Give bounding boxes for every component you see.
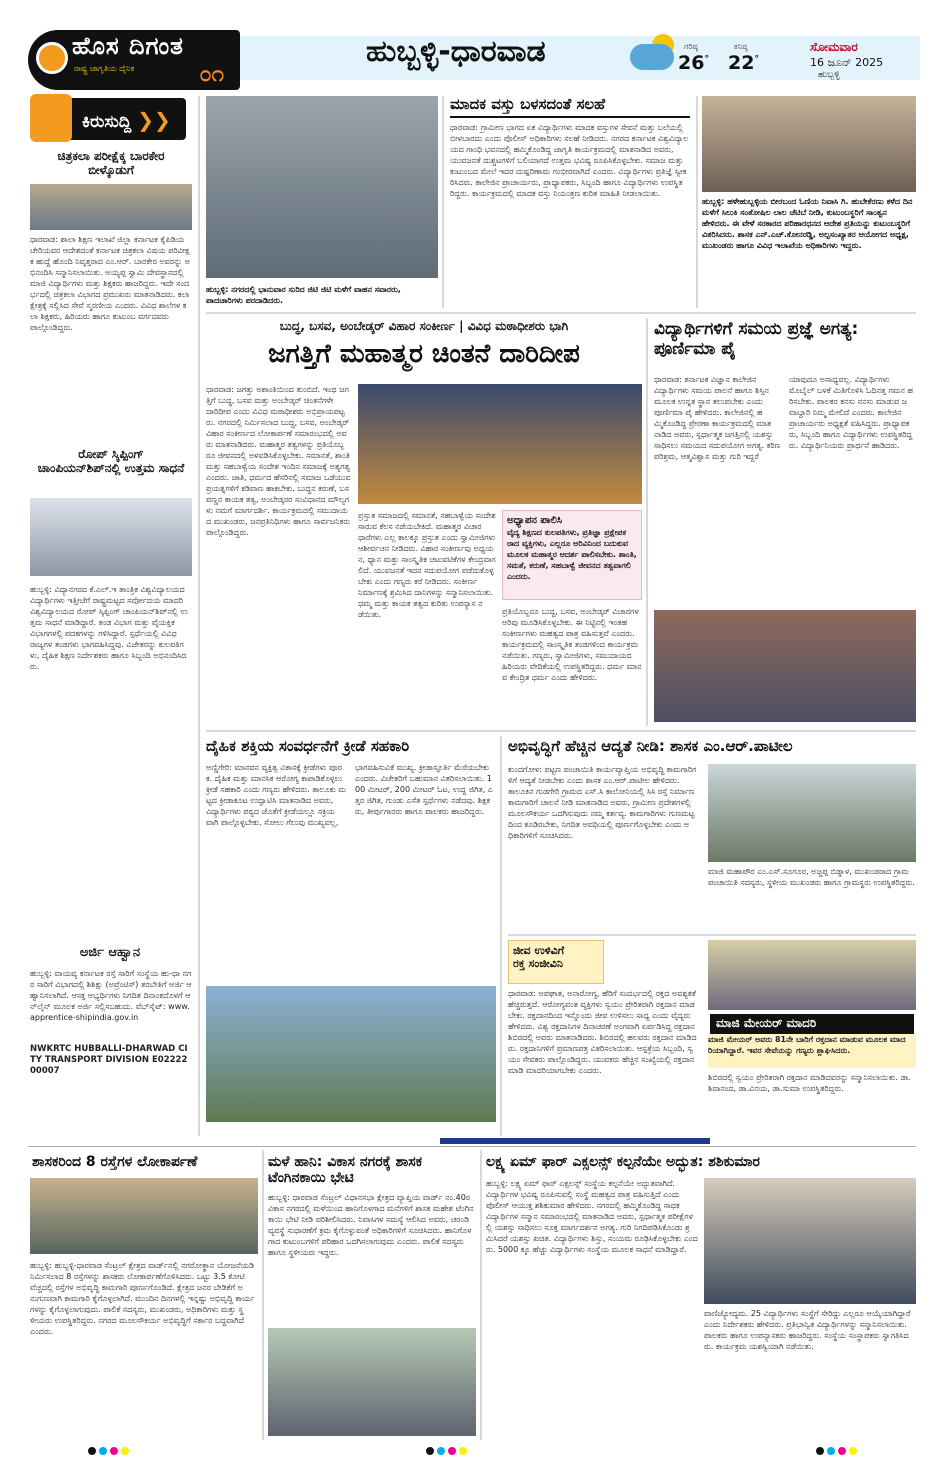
brief-body: ಧಾರವಾಡ: ಶಾಲಾ ಶಿಕ್ಷಣ ಇಲಾಖೆ ಜಿಲ್ಲಾ ಕರ್ನಾಟಕ ಕೈಪಿಡಿಯ ಚೇರಿಯವರ ಆದೇಶದಂತೆ ಕರ್ನಾಟಕ ಚಿತ್ರಕಲಾ ವಿಷಯ ಪರಿವೀಕ್ಷಕ ಹುದ್ದೆ ಹೊಂದಿ ನಿವೃತ್ತರಾದ ಎಂ.ಆರ್. ಬಾರಕೇರ ಅವರನ್ನು ಅಭಿನಂದಿಸಿ ಸನ್ಮಾನಿಸಲಾಯಿತು. ಅಯ್ಯಪ್ಪ ಸ್ವಾಮಿ ದೇವಸ್ಥಾನದಲ್ಲಿ ಮಾಜಿ ವಿದ್ಯಾರ್ಥಿಗಳು ಮತ್ತು ಶಿಕ್ಷಕರು ಹಾಜರಿದ್ದರು. ಇದೇ ಸಂದರ್ಭದಲ್ಲಿ ಚಿತ್ರಕಲಾ ವಿಭಾಗದ ಪ್ರಮುಖರು ಮಾತನಾಡಿದರು. ಕಲಾ ಕ್ಷೇತ್ರಕ್ಕೆ ಸಲ್ಲಿಸಿದ ಸೇವೆ ಸ್ಮರಣೀಯ ಎಂದರು. ವಿವಿಧ ಶಾಲೆಗಳ ಕಲಾ ಶಿಕ್ಷಕರು, ಹಿರಿಯರು ಹಾಗೂ ಕುಟುಂಬ ವರ್ಗದವರು ಪಾಲ್ಗೊಂಡಿದ್ದರು. (30, 235, 190, 332)
column-divider (442, 96, 444, 308)
story-body: ಹುಬ್ಬಳ್ಳಿ: ಹುಬ್ಬಳ್ಳಿ-ಧಾರವಾಡ ಸೆಂಟ್ರಲ್ ಕ್ಷೇತ್ರದ ವಾರ್ಡ್‌ನಲ್ಲಿ ನಗರೋತ್ಥಾನ ಯೋಜನೆಯಡಿ ನಿರ್ಮಿಸಲಾದ 8 ರಸ್ತೆಗಳನ್ನು ಶಾಸಕರು ಲೋಕಾರ್ಪಣೆಗೊಳಿಸಿದರು. ಒಟ್ಟು 3.5 ಕೋಟಿ ವೆಚ್ಚದಲ್ಲಿ ರಸ್ತೆಗಳ ಅಭಿವೃದ್ಧಿ ಕಾಮಗಾರಿ ಪೂರ್ಣಗೊಂಡಿದೆ. ಕ್ಷೇತ್ರದ ಜನರ ಬೇಡಿಕೆಗೆ ಅನುಗುಣವಾಗಿ ಕಾಮಗಾರಿ ಕೈಗೊಳ್ಳಲಾಗಿದೆ. ಮುಂದಿನ ದಿನಗಳಲ್ಲಿ ಇನ್ನಷ್ಟು ಅಭಿವೃದ್ಧಿ ಕಾರ್ಯಗಳನ್ನು ಕೈಗೊಳ್ಳಲಾಗುವುದು. ಪಾಲಿಕೆ ಸದಸ್ಯರು, ಮುಖಂಡರು, ಅಧಿಕಾರಿಗಳು ಮತ್ತು ಸ್ಥಳೀಯರು ಉಪಸ್ಥಿತರಿದ್ದರು. ನಗರದ ಮೂಲಸೌಕರ್ಯ ಅಭಿವೃದ್ಧಿಗೆ ಸರ್ಕಾರ ಬದ್ಧವಾಗಿದೆ ಎಂದರು. (30, 1261, 255, 1336)
story-headline[interactable]: ದೈಹಿಕ ಶಕ್ತಿಯ ಸಂವರ್ಧನೆಗೆ ಕ್ರೀಡೆ ಸಹಕಾರಿ (206, 737, 410, 755)
story-body: ಹುಬ್ಬಳ್ಳಿ: ಧಾರವಾಡ ಸೆಂಟ್ರಲ್ ವಿಧಾನಸಭಾ ಕ್ಷೇತ್ರದ ವ್ಯಾಪ್ತಿಯ ವಾರ್ಡ್ ನಂ.40ರ ವಿಕಾಸ ನಗರದಲ್ಲಿ ಮಳೆಯಿಂದ ಹಾನಿಗೊಳಗಾದ ಮನೆಗಳಿಗೆ ಶಾಸಕ ಮಹೇಶ ಟೆಂಗಿನಕಾಯಿ ಭೇಟಿ ನೀಡಿ ಪರಿಶೀಲಿಸಿದರು. ನಿವಾಸಿಗಳ ಸಮಸ್ಯೆ ಆಲಿಸಿದ ಅವರು, ಚರಂಡಿ ವ್ಯವಸ್ಥೆ ಸುಧಾರಣೆಗೆ ಕ್ರಮ ಕೈಗೊಳ್ಳುವಂತೆ ಅಧಿಕಾರಿಗಳಿಗೆ ಸೂಚಿಸಿದರು. ಹಾನಿಗೊಳಗಾದ ಕುಟುಂಬಗಳಿಗೆ ಪರಿಹಾರ ಒದಗಿಸಲಾಗುವುದು ಎಂದರು. ಪಾಲಿಕೆ ಸದಸ್ಯರು ಹಾಗೂ ಸ್ಥಳೀಯರು ಇದ್ದರು. (268, 1193, 474, 1257)
story-headline[interactable]: ವಿದ್ಯಾರ್ಥಿಗಳಿಗೆ ಸಮಯ ಪ್ರಜ್ಞೆ ಅಗತ್ಯ: ಪೂರ್ಣಿಮಾ ಪೈ (654, 319, 859, 359)
cloud-icon (630, 44, 674, 70)
brief-body: ಹುಬ್ಬಳ್ಳಿ: ವಾಯವ್ಯ ಕರ್ನಾಟಕ ರಸ್ತೆ ಸಾರಿಗೆ ಸಂಸ್ಥೆಯ ಹು-ಧಾ ನಗರ ಸಾರಿಗೆ ವಿಭಾಗದಲ್ಲಿ ಶಿಶಿಕ್ಷು (ಅಪ್ರೆಂಟಿಸ್) ತರಬೇತಿಗೆ ಅರ್ಜಿ ಆಹ್ವಾನಿಸಲಾಗಿದೆ. ಆಸಕ್ತ ಅಭ್ಯರ್ಥಿಗಳು ನಿಗದಿತ ದಿನಾಂಕದೊಳಗೆ ಆನ್‌ಲೈನ್ ಮೂಲಕ ಅರ್ಜಿ ಸಲ್ಲಿಸಬಹುದು. ವೆಬ್‌ಸೈಟ್: www.apprentice-shipindia.gov.in (30, 969, 192, 1022)
column-divider (500, 736, 502, 1136)
issue-day: ಸೋಮವಾರ (810, 40, 858, 54)
registration-marks (816, 1440, 860, 1459)
hand-icon (30, 94, 72, 142)
column-divider (198, 96, 200, 1136)
mayor-tag: ಮಾಜಿ ಮೇಯರ್ ಮಾದರಿ (710, 1014, 914, 1034)
story-body: ಹುಬ್ಬಳ್ಳಿ: ಲಕ್ಷ್ಯ ಏಮ್ ಫಾರ್ ಎಕ್ಸಲನ್ಸ್ ಸಂಸ್ಥೆಯ ಕಲ್ಪನೆಯೇ ಅದ್ಭುತವಾಗಿದೆ. ವಿದ್ಯಾರ್ಥಿಗಳ ಭವಿಷ್ಯ ರೂಪಿಸುವಲ್ಲಿ ಸಂಸ್ಥೆ ಮಹತ್ವದ ಪಾತ್ರ ವಹಿಸುತ್ತಿದೆ ಎಂದು ಪೊಲೀಸ್ ಆಯುಕ್ತ ಶಶಿಕುಮಾರ ಹೇಳಿದರು. ನಗರದಲ್ಲಿ ಹಮ್ಮಿಕೊಂಡಿದ್ದ ಸಾಧಕ ವಿದ್ಯಾರ್ಥಿಗಳ ಸನ್ಮಾನ ಸಮಾರಂಭದಲ್ಲಿ ಮಾತನಾಡಿದ ಅವರು, ಸ್ಪರ್ಧಾತ್ಮಕ ಪರೀಕ್ಷೆಗಳಲ್ಲಿ ಯಶಸ್ಸು ಸಾಧಿಸಲು ಸೂಕ್ತ ಮಾರ್ಗದರ್ಶನ ಅಗತ್ಯ. ಗುರಿ ನಿಗದಿಪಡಿಸಿಕೊಂಡು ಶ್ರಮಿಸಿದರೆ ಯಶಸ್ಸು ಖಚಿತ. ವಿದ್ಯಾರ್ಥಿಗಳು ಶಿಸ್ತು, ಸಂಯಮ ರೂಢಿಸಿಕೊಳ್ಳಬೇಕು ಎಂದರು. 5000 ಕ್ಕೂ ಹೆಚ್ಚು ವಿದ್ಯಾರ್ಥಿಗಳು ಸಂಸ್ಥೆಯ ಮೂಲಕ ಸಾಧನೆ ಮಾಡಿದ್ದಾರೆ. (486, 1179, 698, 1254)
rain-photo (206, 96, 438, 278)
news-photo (702, 96, 916, 192)
kirusuddi-banner: ಕಿರುಸುದ್ದಿ ❯❯ (36, 98, 186, 140)
story-headline[interactable]: ಲಕ್ಷ್ಯ ಏಮ್ ಫಾರ್ ಎಕ್ಸಲನ್ಸ್ ಕಲ್ಪನೆಯೇ ಅದ್ಭುತ: ಶಶಿಕುಮಾರ (486, 1154, 760, 1170)
story-headline[interactable]: ಅಭಿವೃದ್ಧಿಗೆ ಹೆಚ್ಚಿನ ಆದ್ಯತೆ ನೀಡಿ: ಶಾಸಕ ಎಂ.ಆರ್.ಪಾಟೀಲ (508, 737, 793, 755)
section-bar (440, 1138, 710, 1144)
news-photo (654, 610, 916, 722)
lead-headline[interactable]: ಜಗತ್ತಿಗೆ ಮಹಾತ್ಮರ ಚಿಂತನೆ ದಾರಿದೀಪ (268, 339, 580, 369)
registration-marks (426, 1440, 470, 1459)
lead-body-col1: ಧಾರವಾಡ: ಜಗತ್ತು ಅಶಾಂತಿಯಿಂದ ತುಂಬಿದೆ. ಇಂಥ ಜಗತ್ತಿಗೆ ಬುದ್ಧ, ಬಸವ ಮತ್ತು ಅಂಬೇಡ್ಕರ್ ಚಿಂತನೆಗಳೇ ದಾರಿದೀಪ ಎಂದು ವಿವಿಧ ಮಠಾಧೀಶರು ಅಭಿಪ್ರಾಯಪಟ್ಟರು. ನಗರದಲ್ಲಿ ನಿರ್ಮಿಸಲಾದ ಬುದ್ಧ, ಬಸವ, ಅಂಬೇಡ್ಕರ್ ವಿಹಾರ ಸಂಕೀರ್ಣದ ಲೋಕಾರ್ಪಣೆ ಸಮಾರಂಭದಲ್ಲಿ ಅವರು ಮಾತನಾಡಿದರು. ಮಹಾತ್ಮರ ತತ್ವಗಳನ್ನು ಪ್ರತಿಯೊಬ್ಬರೂ ಜೀವನದಲ್ಲಿ ಅಳವಡಿಸಿಕೊಳ್ಳಬೇಕು. ಸಮಾನತೆ, ಶಾಂತಿ ಮತ್ತು ಸಹಬಾಳ್ವೆಯ ಸಂದೇಶ ಇಂದಿನ ಸಮಾಜಕ್ಕೆ ಅತ್ಯಗತ್ಯ ಎಂದರು. ಜಾತಿ, ಧರ್ಮದ ಹೆಸರಿನಲ್ಲಿ ಸಮಾಜ ಒಡೆಯುವ ಪ್ರಯತ್ನಗಳಿಗೆ ಕಡಿವಾಣ ಹಾಕಬೇಕು. ಬುದ್ಧನ ಕರುಣೆ, ಬಸವಣ್ಣನ ಕಾಯಕ ತತ್ವ, ಅಂಬೇಡ್ಕರರ ಸಂವಿಧಾನದ ಮೌಲ್ಯಗಳು ನಮಗೆ ಮಾರ್ಗದರ್ಶಿ. ಕಾರ್ಯಕ್ರಮದಲ್ಲಿ ಸಮುದಾಯದ ಮುಖಂಡರು, ಜನಪ್ರತಿನಿಧಿಗಳು ಹಾಗೂ ಸಾರ್ವಜನಿಕರು ಪಾಲ್ಗೊಂಡಿದ್ದರು. (206, 385, 351, 537)
min-temp-label: ಕನಿಷ್ಠ (734, 42, 748, 51)
story-body: ಧಾರವಾಡ: ಅಪಘಾತ, ಅನಾರೋಗ್ಯ, ಹೆರಿಗೆ ಸಂದರ್ಭದಲ್ಲಿ ರಕ್ತದ ಅವಶ್ಯಕತೆ ಹೆಚ್ಚಿರುತ್ತದೆ. ಆರೋಗ್ಯವಂತ ವ್ಯಕ್ತಿಗಳು ಸ್ವಯಂ ಪ್ರೇರಿತರಾಗಿ ರಕ್ತದಾನ ಮಾಡಬೇಕು. ರಕ್ತದಾನದಿಂದ ಇನ್ನೊಂದು ಜೀವ ಉಳಿಸಲು ಸಾಧ್ಯ ಎಂದು ವೈದ್ಯರು ಹೇಳಿದರು. ವಿಶ್ವ ರಕ್ತದಾನಿಗಳ ದಿನಾಚರಣೆ ಅಂಗವಾಗಿ ಏರ್ಪಡಿಸಿದ್ದ ರಕ್ತದಾನ ಶಿಬಿರದಲ್ಲಿ ಅವರು ಮಾತನಾಡಿದರು. ಶಿಬಿರದಲ್ಲಿ ಹಲವರು ರಕ್ತದಾನ ಮಾಡಿದರು. ರಕ್ತದಾನಿಗಳಿಗೆ ಪ್ರಮಾಣಪತ್ರ ವಿತರಿಸಲಾಯಿತು. ಆಸ್ಪತ್ರೆಯ ಸಿಬ್ಬಂದಿ, ಸ್ವಯಂ ಸೇವಕರು ಪಾಲ್ಗೊಂಡಿದ್ದರು. ಯುವಕರು ಹೆಚ್ಚಿನ ಸಂಖ್ಯೆಯಲ್ಲಿ ರಕ್ತದಾನ ಮಾಡಿ ಮಾದರಿಯಾಗಬೇಕು ಎಂದರು. (508, 989, 697, 1075)
brand-logo[interactable] (28, 30, 240, 90)
brief-headline[interactable]: ಅರ್ಜಿ ಆಹ್ವಾನ (79, 945, 141, 960)
issue-date: 16 ಜೂನ್ 2025 (810, 56, 884, 69)
brand-tagline: ರಾಷ್ಟ್ರ ಜಾಗೃತಿಯ ದೈನಿಕ (74, 64, 135, 73)
box-body: ವೈದ್ಯ ಶಿಕ್ಷಣದ ಕುಲಪತಿಗಳು, ಪ್ರತಿಜ್ಞಾ ಪ್ರಕ್ಷೇಪಕರಾದ ವ್ಯಕ್ತಿಗಳು, ಎಲ್ಲರೂ ಅರಿವಿನಿಂದ ಬದುಕುವ ಮೂಲಕ ಮಹಾತ್ಮರ ಆದರ್ಶ ಪಾಲಿಸಬೇಕು. ಶಾಂತಿ, ಸಮತೆ, ಕರುಣೆ, ಸಹಬಾಳ್ವೆ ಜೀವನದ ತತ್ವವಾಗಲಿ ಎಂದರು. (507, 527, 637, 581)
brief-body: ಹುಬ್ಬಳ್ಳಿ: ವಿದ್ಯಾನಗರದ ಕೆ.ಎಲ್.ಇ ತಾಂತ್ರಿಕ ವಿಶ್ವವಿದ್ಯಾಲಯದ ವಿದ್ಯಾರ್ಥಿಗಳು ಇತ್ತೀಚೆಗೆ ರಾಷ್ಟ್ರಮಟ್ಟದ ಸರ್ವೋದಯ ಮಾದರಿ ವಿಶ್ವವಿದ್ಯಾಲಯದ ರೋಪ್ ಸ್ಕಿಪ್ಪಿಂಗ್ ಚಾಂಪಿಯನ್‌ಶಿಪ್‌ನಲ್ಲಿ ಉತ್ತಮ ಸಾಧನೆ ಮಾಡಿದ್ದಾರೆ. ತಂಡ ವಿಭಾಗ ಮತ್ತು ವೈಯಕ್ತಿಕ ವಿಭಾಗಗಳಲ್ಲಿ ಪದಕಗಳನ್ನು ಗಳಿಸಿದ್ದಾರೆ. ಸ್ಪರ್ಧೆಯಲ್ಲಿ ವಿವಿಧ ರಾಜ್ಯಗಳ ತಂಡಗಳು ಭಾಗವಹಿಸಿದ್ದವು. ವಿಜೇತರನ್ನು ಕುಲಪತಿಗಳು, ದೈಹಿಕ ಶಿಕ್ಷಣ ನಿರ್ದೇಶಕರು ಹಾಗೂ ಸಿಬ್ಬಂದಿ ಅಭಿನಂದಿಸಿದರು. (30, 585, 188, 671)
advert-org: NWKRTC HUBBALLI-DHARWAD CITY TRANSPORT DIVISION E0222200007 (30, 1044, 188, 1076)
photo-caption: ಶಿಬಿರದಲ್ಲಿ ಸ್ವಯಂ ಪ್ರೇರಿತರಾಗಿ ರಕ್ತದಾನ ಮಾಡಿದವರನ್ನು ಸನ್ಮಾನಿಸಲಾಯಿತು. ಡಾ.ಶಿವಾನಂದ, ಡಾ.ವಿನಯ, ಡಾ.ಸುಮಾ ಉಪಸ್ಥಿತರಿದ್ದರು. (708, 1073, 911, 1093)
photo-caption: ಹುಬ್ಬಳ್ಳಿ: ಹಳೇಹುಬ್ಬಳ್ಳಿಯ ಬೀರಬಂದ ಓಣಿಯ ನಿವಾಸಿ ಗಿ. ಹುಬೇಕೆರಣು ಕಳೆದ ದಿನ ಮಳೆಗೆ ಸಿಲುಕಿ ಸಂತೋಷಿಲ ಲಾಲ ಚೆಟಿಬೆ ನೀಡಿ, ಕುಟುಂಬಸ್ಥರಿಗೆ ಸಾಂತ್ವನ ಹೇಳಿದರು. ಈ ವೇಳೆ ಸರಕಾರದ ಪರಿಹಾರಧನದ ಆದೇಶ ಪ್ರತಿಯನ್ನು ಕುಟುಂಬಸ್ಥರಿಗೆ ವಿತರಿಸಿದರು. ಶಾಸಕ ಎನ್.ಎಚ್.ಕೋನರಡ್ಡಿ, ಅಲ್ಪಸಂಖ್ಯಾತರ ಆಯೋಗದ ಅಧ್ಯಕ್ಷ, ಮುಖಂಡರು ಹಾಗೂ ವಿವಿಧ ಇಲಾಖೆಯ ಅಧಿಕಾರಿಗಳು ಇದ್ದರು. (702, 197, 913, 250)
max-temp-value: 26° (678, 52, 709, 74)
blood-tag-line2: ರಕ್ತ ಸಂಜೀವಿನಿ (513, 956, 564, 970)
blood-tag-line1: ಜೀವ ಉಳಿವಿಗೆ (513, 944, 565, 957)
story-headline[interactable]: ಶಾಸಕರಿಂದ 8 ರಸ್ತೆಗಳ ಲೋಕಾರ್ಪಣೆ (32, 1154, 198, 1170)
max-temp-label: ಗರಿಷ್ಠ (684, 42, 698, 51)
min-temp-value: 22° (728, 52, 759, 74)
column-divider (480, 1150, 482, 1440)
lead-body-col3: ಪ್ರತಿಯೊಬ್ಬರೂ ಬುದ್ಧ, ಬಸವ, ಅಂಬೇಡ್ಕರ್ ವಿಚಾರಗಳ ಅರಿವು ಮೂಡಿಸಿಕೊಳ್ಳಬೇಕು. ಈ ನಿಟ್ಟಿನಲ್ಲಿ ಇಂತಹ ಸಂಕೀರ್ಣಗಳು ಮಹತ್ವದ ಪಾತ್ರ ವಹಿಸುತ್ತವೆ ಎಂದರು. ಕಾರ್ಯಕ್ರಮದಲ್ಲಿ ಸಾಂಸ್ಕೃತಿಕ ತಂಡಗಳಿಂದ ಕಾರ್ಯಕ್ರಮ ನಡೆಯಿತು. ಗಣ್ಯರು, ಸ್ವಾಮೀಜಿಗಳು, ಸಮುದಾಯದ ಹಿರಿಯರು ವೇದಿಕೆಯಲ್ಲಿ ಉಪಸ್ಥಿತರಿದ್ದರು. ಧರ್ಮ ಮಾನವ ಕೇಂದ್ರಿತ ಧರ್ಮ ಎಂದು ಹೇಳಿದರು. (502, 607, 642, 682)
story-headline[interactable]: ಮಳೆ ಹಾನಿ: ವಿಕಾಸ ನಗರಕ್ಕೆ ಶಾಸಕ ಟೆಂಗಿನಕಾಯಿ ಭೇಟಿ (268, 1154, 423, 1187)
news-photo (704, 1178, 916, 1304)
photo-caption: ಮಾಜಿ ಮಹಾಪೌರ ಎಂ.ಎಸ್.ಸೂಗೂರ, ಅಜ್ಜಪ್ಪ ಬಿಡ್ನಾಳ, ಮುಖಂಡರಾದ ಗ್ರಾಮ ಪಂಚಾಯಿತಿ ಸದಸ್ಯರು, ಸ್ಥಳೀಯ ಮುಖಂಡರು ಹಾಗೂ ಗ್ರಾಮಸ್ಥರು ಉಪಸ್ಥಿತರಿದ್ದರು. (708, 867, 915, 887)
news-photo (708, 940, 916, 1010)
mayor-body: ಮಾಜಿ ಮೇಯರ್ ಅವರು 81ನೇ ಬಾರಿಗೆ ರಕ್ತದಾನ ಮಾಡುವ ಮೂಲಕ ಮಾದರಿಯಾಗಿದ್ದಾರೆ. ಇವರ ಸೇವೆಯನ್ನು ಗಣ್ಯರು ಶ್ಲಾಘಿಸಿದರು. (708, 1034, 916, 1068)
column-divider (262, 1150, 264, 1440)
photo-caption: ಹುಬ್ಬಳ್ಳಿ: ನಗರದಲ್ಲಿ ಭಾನುವಾರ ಸುರಿದ ಜಿಟಿ ಜಿಟಿ ಮಳೆಗೆ ವಾಹನ ಸವಾರರು, ಪಾದಚಾರಿಗಳು ಪರದಾಡಿದರು. (206, 285, 401, 305)
news-photo (268, 1328, 476, 1436)
issue-place: ಹುಬ್ಬಳ್ಳಿ (818, 70, 840, 80)
column-divider (646, 318, 648, 726)
story-body: ಅಣ್ಣಿಗೇರಿ: ಮಾನವನ ವ್ಯಕ್ತಿತ್ವ ವಿಕಾಸಕ್ಕೆ ಕ್ರೀಡೆಗಳು ಪೂರಕ. ದೈಹಿಕ ಮತ್ತು ಮಾನಸಿಕ ಆರೋಗ್ಯ ಕಾಪಾಡಿಕೊಳ್ಳಲು ಕ್ರೀಡೆ ಸಹಕಾರಿ ಎಂದು ಗಣ್ಯರು ಹೇಳಿದರು. ತಾಲೂಕು ಮಟ್ಟದ ಕ್ರೀಡಾಕೂಟ ಉದ್ಘಾಟಿಸಿ ಮಾತನಾಡಿದ ಅವರು, ವಿದ್ಯಾರ್ಥಿಗಳು ಪಠ್ಯದ ಜೊತೆಗೆ ಕ್ರೀಡೆಯಲ್ಲೂ ಸಕ್ರಿಯವಾಗಿ ಪಾಲ್ಗೊಳ್ಳಬೇಕು. ಸೋಲು ಗೆಲುವು ಮುಖ್ಯವಲ್ಲ, ಭಾಗವಹಿಸುವಿಕೆ ಮುಖ್ಯ. ಕ್ರೀಡಾಸ್ಫೂರ್ತಿ ಮೆರೆಯಬೇಕು ಎಂದರು. ವಿಜೇತರಿಗೆ ಬಹುಮಾನ ವಿತರಿಸಲಾಯಿತು. 100 ಮೀಟರ್, 200 ಮೀಟರ್ ಓಟ, ಉದ್ದ ಜಿಗಿತ, ಎತ್ತರ ಜಿಗಿತ, ಗುಂಡು ಎಸೆತ ಸ್ಪರ್ಧೆಗಳು ನಡೆದವು. ಶಿಕ್ಷಕರು, ತೀರ್ಪುಗಾರರು ಹಾಗೂ ಪಾಲಕರು ಹಾಜರಿದ್ದರು. (206, 763, 493, 827)
emblem-icon (36, 42, 68, 74)
news-photo (30, 184, 192, 230)
blood-tag (508, 940, 604, 984)
news-photo (708, 764, 916, 862)
column-divider (696, 96, 698, 308)
story-headline[interactable]: ಮಾದಕ ವಸ್ತು ಬಳಸದಂತೆ ಸಲಹೆ (450, 96, 690, 118)
section-divider (28, 1146, 916, 1147)
news-photo (30, 1178, 258, 1254)
story-body: ಧಾರವಾಡ: ಗ್ರಾಮೀಣ ಭಾಗದ ಏಕ ವಿದ್ಯಾರ್ಥಿಗಳು ಮಾದಕ ವಸ್ತುಗಳ ಸೇವನೆ ಮತ್ತು ಬಲೆಯಲ್ಲಿ ಬೀಳಬಾರದು ಎಂದು ಪೊಲೀಸ್ ಅಧಿಕಾರಿಗಳು ಸಲಹೆ ನೀಡಿದರು. ನಗರದ ಕರ್ನಾಟಕ ವಿಶ್ವವಿದ್ಯಾಲಯದ ಗಾಂಧಿ ಭವನದಲ್ಲಿ ಹಮ್ಮಿಕೊಂಡಿದ್ದ ಜಾಗೃತಿ ಕಾರ್ಯಕ್ರಮದಲ್ಲಿ ಮಾತನಾಡಿದ ಅವರು, ಯುವಜನತೆ ದುಶ್ಚಟಗಳಿಗೆ ಬಲಿಯಾಗದೆ ಉತ್ತಮ ಭವಿಷ್ಯ ರೂಪಿಸಿಕೊಳ್ಳಬೇಕು. ಸಮಾಜ ಮತ್ತು ಕುಟುಂಬದ ಮೇಲೆ ಇದರ ದುಷ್ಪರಿಣಾಮ ಗಂಭೀರವಾಗಿದೆ ಎಂದರು. ವಿದ್ಯಾರ್ಥಿಗಳು ಪ್ರತಿಜ್ಞೆ ಸ್ವೀಕರಿಸಿದರು. ಕಾಲೇಜಿನ ಪ್ರಾಚಾರ್ಯರು, ಪ್ರಾಧ್ಯಾಪಕರು, ಸಿಬ್ಬಂದಿ ಹಾಗೂ ವಿದ್ಯಾರ್ಥಿಗಳು ಉಪಸ್ಥಿತರಿದ್ದರು. ಕಾರ್ಯಕ್ರಮದಲ್ಲಿ ಮಾದಕ ವಸ್ತು ನಿಯಂತ್ರಣ ಕುರಿತ ಮಾಹಿತಿ ನೀಡಲಾಯಿತು. (450, 123, 689, 198)
box-title: ಅಧ್ಯಾಪನ ಪಾಲಿಸಿ (507, 515, 563, 526)
lead-photo (358, 384, 642, 504)
edition-city: ಹುಬ್ಬಳ್ಳಿ-ಧಾರವಾಡ (366, 34, 546, 69)
brand-name: ಹೊಸ ದಿಗಂತ (72, 32, 184, 60)
story-body: ಧಾರವಾಡ: ಕರ್ನಾಟಕ ವಿಜ್ಞಾನ ಕಾಲೇಜಿನ ವಿದ್ಯಾರ್ಥಿಗಳು ಸಮಯ ಪಾಲನೆ ಹಾಗೂ ಶಿಸ್ತಿನ ಮೂಲಕ ಉನ್ನತ ಸ್ಥಾನ ತಲುಪಬೇಕು ಎಂದು ಪೂರ್ಣಿಮಾ ಪೈ ಹೇಳಿದರು. ಕಾಲೇಜಿನಲ್ಲಿ ಹಮ್ಮಿಕೊಂಡಿದ್ದ ಪ್ರೇರಣಾ ಕಾರ್ಯಕ್ರಮದಲ್ಲಿ ಮಾತನಾಡಿದ ಅವರು, ಸ್ಪರ್ಧಾತ್ಮಕ ಜಗತ್ತಿನಲ್ಲಿ ಯಶಸ್ಸು ಸಾಧಿಸಲು ಸಮಯದ ಸದುಪಯೋಗ ಅಗತ್ಯ. ಕಠಿಣ ಪರಿಶ್ರಮ, ಆತ್ಮವಿಶ್ವಾಸ ಮತ್ತು ಗುರಿ ಇದ್ದರೆ ಯಾವುದೂ ಅಸಾಧ್ಯವಲ್ಲ. ವಿದ್ಯಾರ್ಥಿಗಳು ಮೊಬೈಲ್ ಬಳಕೆ ಮಿತಿಗೊಳಿಸಿ ಓದಿನತ್ತ ಗಮನ ಹರಿಸಬೇಕು. ಪಾಲಕರ ಕನಸು ನನಸು ಮಾಡುವ ಜವಾಬ್ದಾರಿ ನಿಮ್ಮ ಮೇಲಿದೆ ಎಂದರು. ಕಾಲೇಜಿನ ಪ್ರಾಚಾರ್ಯರು ಅಧ್ಯಕ್ಷತೆ ವಹಿಸಿದ್ದರು. ಪ್ರಾಧ್ಯಾಪಕರು, ಸಿಬ್ಬಂದಿ ಹಾಗೂ ವಿದ್ಯಾರ್ಥಿಗಳು ಉಪಸ್ಥಿತರಿದ್ದರು. ವಿದ್ಯಾರ್ಥಿನಿಯರು ಪ್ರಾರ್ಥನೆ ಹಾಡಿದರು. (654, 375, 913, 461)
brief-headline[interactable]: ಚಿತ್ರಕಲಾ ಪರೀಕ್ಷೆಕ್ಕ ಬಾರಕೇರ ಬೀಳ್ಕೊಡುಗೆ (57, 149, 165, 177)
highlight-box (502, 510, 642, 600)
registration-marks (88, 1440, 132, 1459)
section-divider (206, 730, 916, 732)
news-photo (30, 498, 192, 576)
story-body: ಕುಂದಗೋಳ: ಪಟ್ಟಣ ಪಂಚಾಯಿತಿ ಕಾರ್ಯವ್ಯಾಪ್ತಿಯ ಅಭಿವೃದ್ಧಿ ಕಾಮಗಾರಿಗಳಿಗೆ ಆದ್ಯತೆ ನೀಡಬೇಕು ಎಂದು ಶಾಸಕ ಎಂ.ಆರ್.ಪಾಟೀಲ ಹೇಳಿದರು. ತಾಲೂಕಿನ ಗುಡಗೇರಿ ಗ್ರಾಮದ ಎಸ್.ಸಿ ಕಾಲೋನಿಯಲ್ಲಿ ಸಿಸಿ ರಸ್ತೆ ನಿರ್ಮಾಣ ಕಾಮಗಾರಿಗೆ ಚಾಲನೆ ನೀಡಿ ಮಾತನಾಡಿದ ಅವರು, ಗ್ರಾಮೀಣ ಪ್ರದೇಶಗಳಲ್ಲಿ ಮೂಲಸೌಕರ್ಯ ಒದಗಿಸುವುದು ನಮ್ಮ ಕರ್ತವ್ಯ. ಕಾಮಗಾರಿಗಳು ಗುಣಮಟ್ಟದಿಂದ ಕೂಡಿರಬೇಕು, ನಿಗದಿತ ಅವಧಿಯಲ್ಲಿ ಪೂರ್ಣಗೊಳ್ಳಬೇಕು ಎಂದು ಅಧಿಕಾರಿಗಳಿಗೆ ಸೂಚಿಸಿದರು. (508, 765, 697, 840)
page-number: ೦೧ (199, 62, 224, 87)
section-divider (508, 934, 916, 936)
section-divider (206, 312, 916, 314)
brief-headline[interactable]: ರೋಪ್ ಸ್ಕಿಪ್ಪಿಂಗ್ ಚಾಂಪಿಯನ್‌ಶಿಪ್‌ನಲ್ಲಿ ಉತ್ತಮ ಸಾಧನೆ (37, 447, 185, 475)
lead-body-col2: ಪ್ರಸ್ತುತ ಸಮಾಜದಲ್ಲಿ ಸಮಾನತೆ, ಸಹಬಾಳ್ವೆಯ ಸಂದೇಶ ಸಾರುವ ಕೆಲಸ ನಡೆಯಬೇಕಿದೆ. ಮಹಾತ್ಮರ ವಿಚಾರಧಾರೆಗಳು ಎಲ್ಲ ಕಾಲಕ್ಕೂ ಪ್ರಸ್ತುತ ಎಂದು ಸ್ವಾಮೀಜಿಗಳು ಆಶೀರ್ವಚನ ನೀಡಿದರು. ವಿಹಾರ ಸಂಕೀರ್ಣವು ಅಧ್ಯಯನ, ಧ್ಯಾನ ಮತ್ತು ಸಾಂಸ್ಕೃತಿಕ ಚಟುವಟಿಕೆಗಳ ಕೇಂದ್ರವಾಗಲಿದೆ. ಯುವಜನತೆ ಇದರ ಸದುಪಯೋಗ ಪಡೆದುಕೊಳ್ಳಬೇಕು ಎಂದು ಗಣ್ಯರು ಕರೆ ನೀಡಿದರು. ಸಂಕೀರ್ಣ ನಿರ್ಮಾಣಕ್ಕೆ ಶ್ರಮಿಸಿದ ದಾನಿಗಳನ್ನು ಸನ್ಮಾನಿಸಲಾಯಿತು. ಧಮ್ಮ ಮತ್ತು ಕಾಯಕ ತತ್ವದ ಕುರಿತು ಉಪನ್ಯಾಸ ನಡೆಯಿತು. (358, 511, 496, 619)
story-kicker: ಬುದ್ಧ, ಬಸವ, ಅಂಬೇಡ್ಕರ್ ವಿಹಾರ ಸಂಕೀರ್ಣ | ವಿವಿಧ ಮಠಾಧೀಶರು ಭಾಗಿ (279, 319, 569, 333)
story-body: ವಾಣಿಜ್ಯೋದ್ಯಮ. 25 ವಿದ್ಯಾರ್ಥಿಗಳು ಸಂಸ್ಥೆಗೆ ಸೇರಿದ್ದು ಎಲ್ಲರೂ ಆಯ್ಕೆಯಾಗಿದ್ದಾರೆ ಎಂದು ನಿರ್ದೇಶಕರು ಹೇಳಿದರು. ಪ್ರತಿಭಾನ್ವಿತ ವಿದ್ಯಾರ್ಥಿಗಳನ್ನು ಸನ್ಮಾನಿಸಲಾಯಿತು. ಪಾಲಕರು ಹಾಗೂ ಉಪನ್ಯಾಸಕರು ಹಾಜರಿದ್ದರು. ಸಂಸ್ಥೆಯ ಸಂಸ್ಥಾಪಕರು ಸ್ವಾಗತಿಸಿದರು. ಕಾರ್ಯಕ್ರಮ ಯಶಸ್ವಿಯಾಗಿ ನಡೆಯಿತು. (704, 1309, 911, 1351)
sports-photo (206, 986, 496, 1122)
